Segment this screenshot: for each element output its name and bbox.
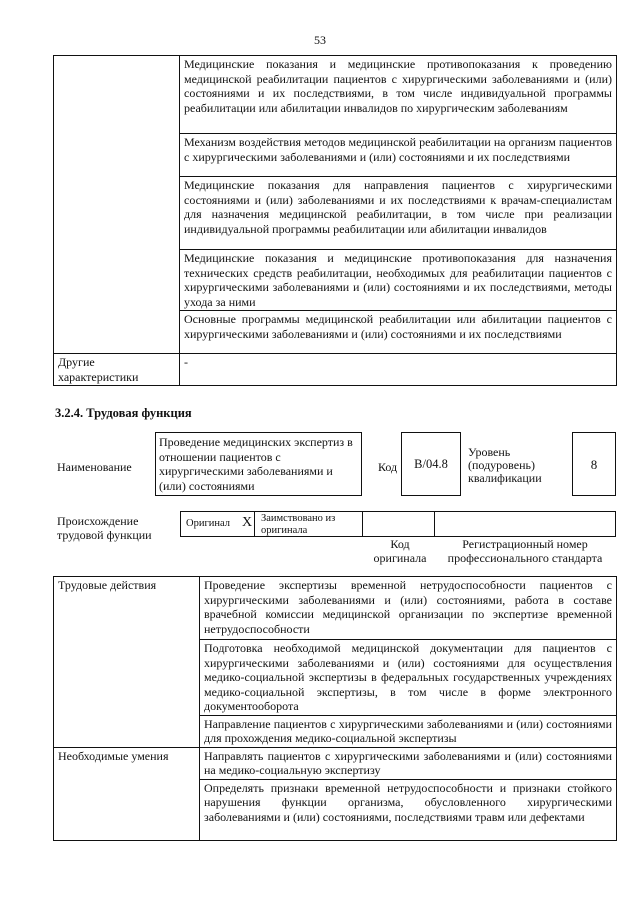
action-item: Подготовка необходимой медицинской документации для пациентов с хирургическими заболеваниями и (или) состояниями для осуществления медико-социальной экспертизы в федеральных государственных учреждениях медико-социальной экспертизы, в том числе в форме электронного документооборота <box>200 640 617 716</box>
original-mark: X <box>242 515 253 530</box>
table-row <box>54 747 617 779</box>
knowledge-item: Медицинские показания для направления пациентов с хирургическими состояниями и (или) заболеваниями и их последствиями к врачам-специалистам для назначения медицинской реабилитации, в том числе при реализации индивидуальной программы реабилитации или абилитации инвалидов <box>180 177 617 250</box>
section-heading: 3.2.4. Трудовая функция <box>55 406 192 420</box>
name-label: Наименование <box>57 460 132 474</box>
registration-number-cell <box>434 511 616 537</box>
qualification-level: 8 <box>590 457 598 472</box>
level-label: Уровень (подуровень) квалификации <box>468 445 542 485</box>
code-box <box>401 432 461 496</box>
labor-function-table <box>53 576 617 841</box>
knowledge-item: Медицинские показания и медицинские противопоказания для назначения технических средств реабилитации, необходимых для реабилитации пациентов с хирургическими заболеваниями и (или) состояниями и их последствиями, методы ухода за ними <box>180 250 617 311</box>
borrowed-label: Заимствовано из оригинала <box>261 513 336 536</box>
knowledge-table <box>53 55 617 386</box>
borrowed-cell <box>254 511 363 537</box>
empty-label-cell <box>54 56 180 354</box>
skills-label: Необходимые умения <box>54 747 200 840</box>
knowledge-item: Основные программы медицинской реабилитации или абилитации пациентов с хирургическими заболеваниями и (или) состояниями и их последствиями <box>180 311 617 354</box>
skill-item: Направлять пациентов с хирургическими заболеваниями и (или) состояниями на медико-социальную экспертизу <box>200 747 617 779</box>
name-box <box>155 432 362 496</box>
table-row <box>54 577 617 640</box>
original-cell <box>180 511 255 537</box>
actions-label: Трудовые действия <box>54 577 200 748</box>
skill-item: Определять признаки временной нетрудоспособности и признаки стойкого нарушения функции организма, обусловленного хирургическими заболеваниями и (или) состояниями, последствиями травм или дефектами <box>200 779 617 840</box>
other-characteristics-value: - <box>180 354 617 386</box>
action-item: Проведение экспертизы временной нетрудоспособности пациентов с хирургическими заболеваниями и (или) состояниями, работа в составе врачебной комиссии медицинской организации по экспертизе временной нетрудоспособности <box>200 577 617 640</box>
other-characteristics-label: Другие характеристики <box>54 354 180 386</box>
knowledge-item: Медицинские показания и медицинские противопоказания к проведению медицинской реабилитации пациентов с хирургическими заболеваниями и (или) состояниями и их последствиями, в том числе индивидуальной программы реабилитации или абилитации инвалидов по хирургическим заболеваниям <box>180 56 617 134</box>
table-row <box>54 56 617 134</box>
action-item: Направление пациентов с хирургическими заболеваниями и (или) состояниями для прохождения медико-социальной экспертизы <box>200 715 617 747</box>
original-code-cell <box>362 511 435 537</box>
registration-caption: Регистрационный номер профессионального стандарта <box>447 537 603 565</box>
code-label: Код <box>378 460 398 474</box>
origin-label: Происхождение трудовой функции <box>57 514 152 542</box>
function-name: Проведение медицинских экспертиз в отношении пациентов с хирургическими заболеваниями и (или) состояниями <box>159 435 353 493</box>
function-code: В/04.8 <box>414 457 448 471</box>
original-label: Оригинал <box>186 518 230 529</box>
knowledge-item: Механизм воздействия методов медицинской реабилитации на организм пациентов с хирургическими заболеваниями и (или) состояниями и их последствиями <box>180 134 617 177</box>
page-number: 53 <box>314 33 326 47</box>
code-caption: Код оригинала <box>373 537 427 565</box>
level-box <box>572 432 616 496</box>
table-row <box>54 354 617 386</box>
